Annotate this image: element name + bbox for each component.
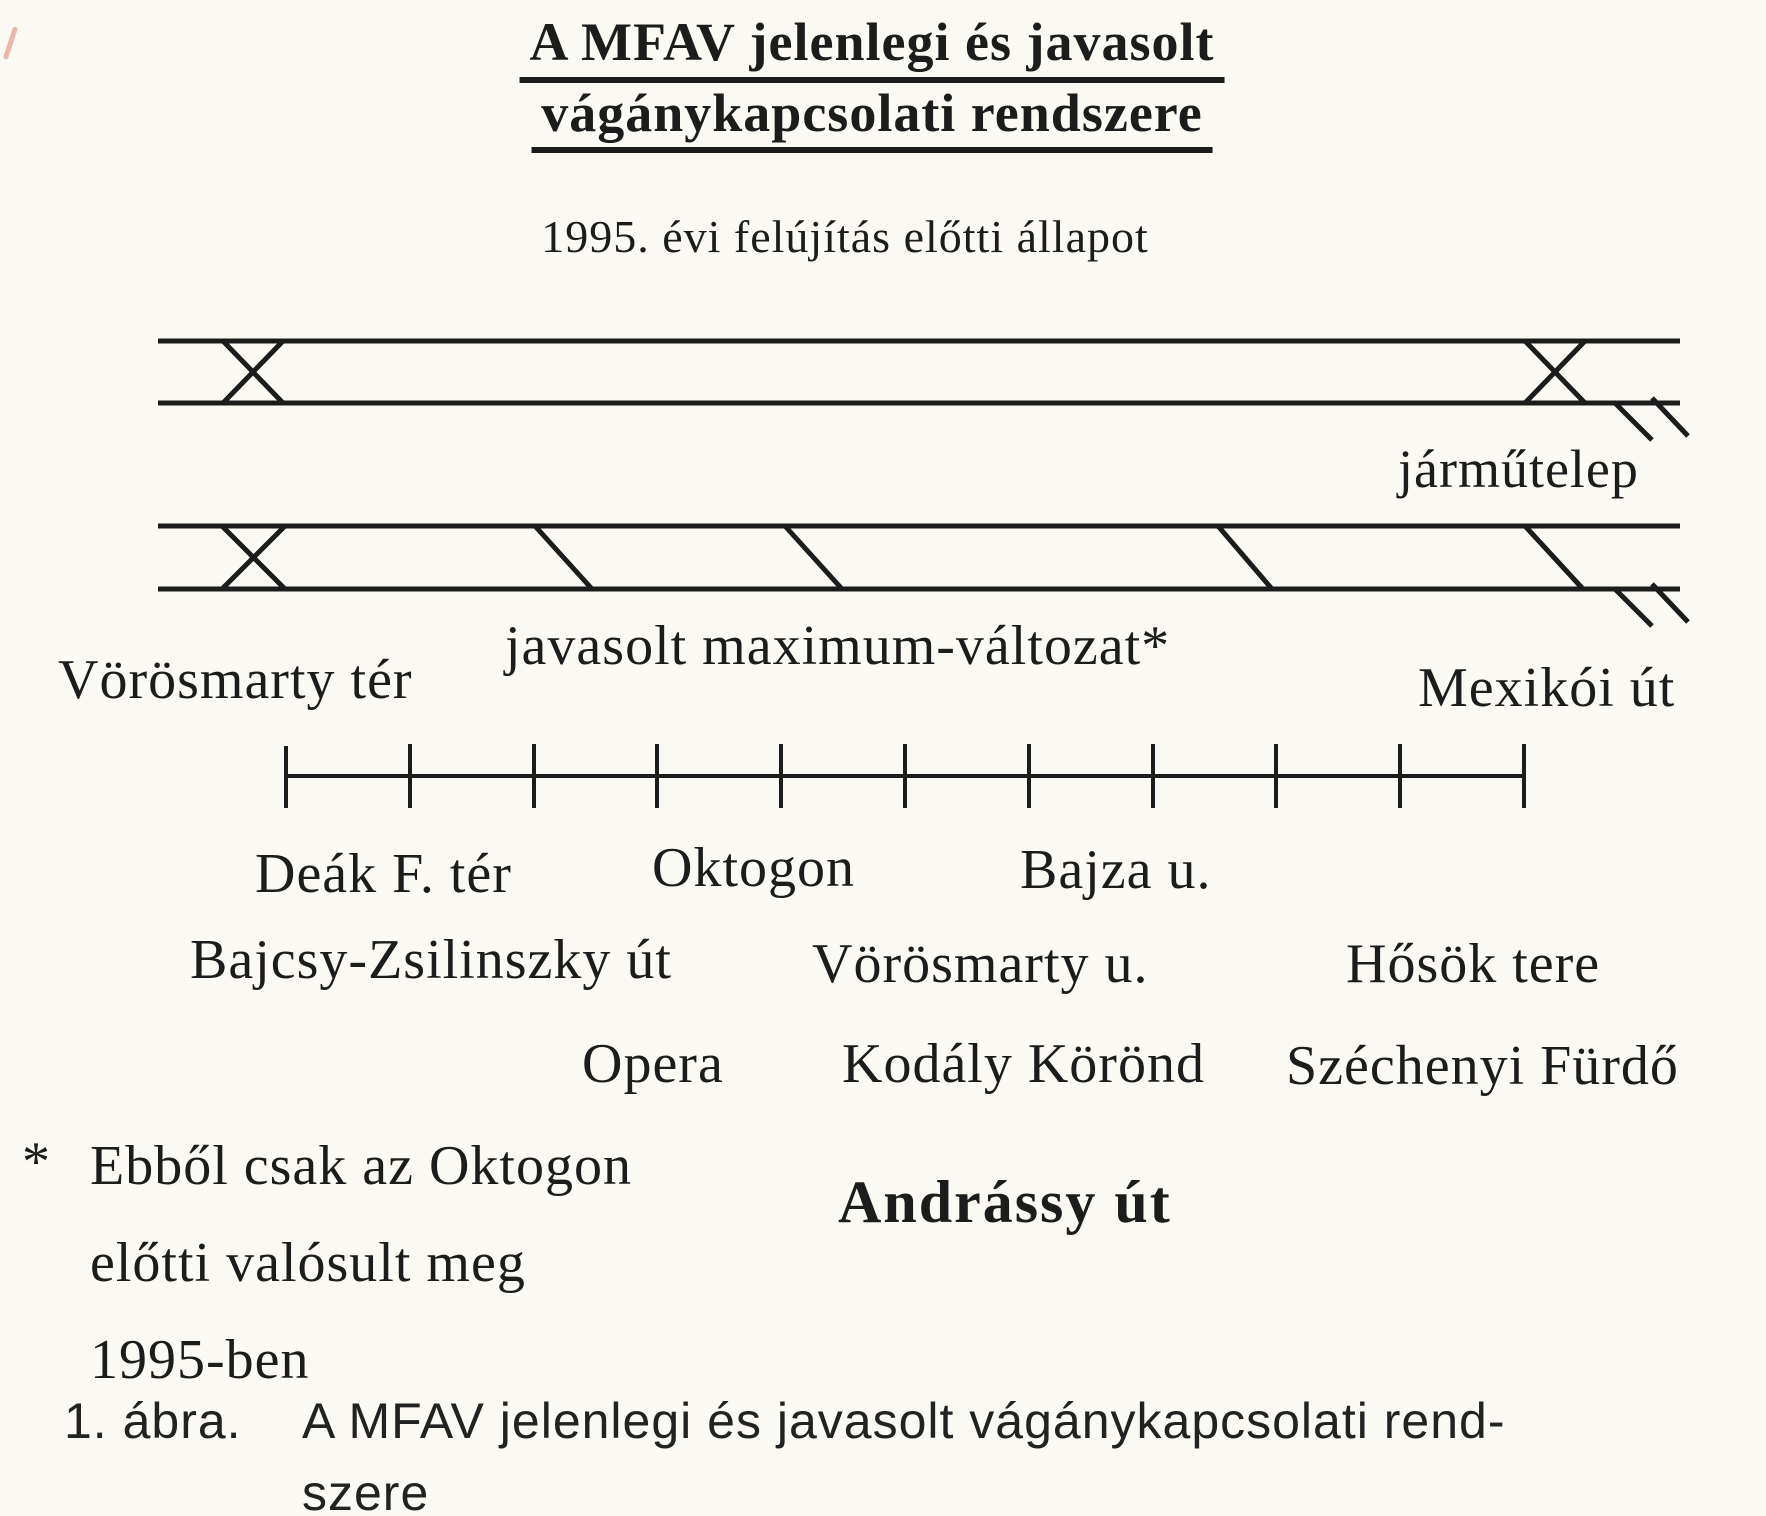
crossover-diagonal-1 <box>535 526 592 589</box>
footnote-line-3: 1995-ben <box>90 1329 310 1391</box>
station-label-oktogon: Oktogon <box>652 837 855 899</box>
track-diagram-proposed-variant <box>158 526 1688 626</box>
figure-caption-number: 1. ábra. <box>64 1393 242 1449</box>
station-label-hosok-tere: Hősök tere <box>1346 933 1601 995</box>
andrassy-ut-label: Andrássy út <box>838 1169 1172 1235</box>
crossover-x-left <box>223 341 283 403</box>
proposed-variant-label: javasolt maximum-változat* <box>505 615 1171 677</box>
footnote-marker: * <box>22 1131 51 1193</box>
depot-branch-hatches-lower <box>1614 584 1688 626</box>
station-label-opera: Opera <box>582 1033 724 1095</box>
page-title <box>520 12 1225 153</box>
station-label-kodaly-korond: Kodály Körönd <box>842 1033 1205 1095</box>
footnote-line-2: előtti valósult meg <box>90 1232 526 1294</box>
footnote-line-1: Ebből csak az Oktogon <box>90 1135 632 1197</box>
figure-caption-line-1: A MFAV jelenlegi és javasolt vágánykapcsolati rend- <box>302 1393 1506 1449</box>
scan-artifact-mark <box>3 26 18 60</box>
figure-caption-line-2: szere <box>302 1465 430 1516</box>
page-title-line-1: A MFAV jelenlegi és javasolt <box>520 12 1225 83</box>
crossover-diagonal-2 <box>785 526 842 589</box>
track-diagram-before-1995 <box>158 341 1688 440</box>
station-label-szechenyi-furdo: Széchenyi Fürdő <box>1286 1035 1679 1097</box>
crossover-x-right <box>1525 341 1585 403</box>
crossover-diagonal-3 <box>1218 526 1272 589</box>
terminus-label-vorosmarty-ter: Vörösmarty tér <box>58 649 413 711</box>
station-label-vorosmarty-u: Vörösmarty u. <box>812 933 1149 995</box>
crossover-diagonal-4 <box>1525 526 1583 589</box>
depot-branch-hatches-upper <box>1614 398 1688 440</box>
station-label-deak-f-ter: Deák F. tér <box>255 843 512 905</box>
station-label-bajza-u: Bajza u. <box>1020 839 1212 901</box>
crossover-x-left <box>222 526 285 589</box>
depot-label: járműtelep <box>1398 439 1639 499</box>
terminus-label-mexikoi-ut: Mexikói út <box>1418 657 1676 719</box>
station-label-bajcsy-zsilinszky-ut: Bajcsy-Zsilinszky út <box>190 929 672 991</box>
station-scale-ruler <box>286 744 1524 808</box>
page-title-line-2: vágánykapcsolati rendszere <box>531 83 1213 154</box>
diagram-subtitle: 1995. évi felújítás előtti állapot <box>541 211 1149 262</box>
